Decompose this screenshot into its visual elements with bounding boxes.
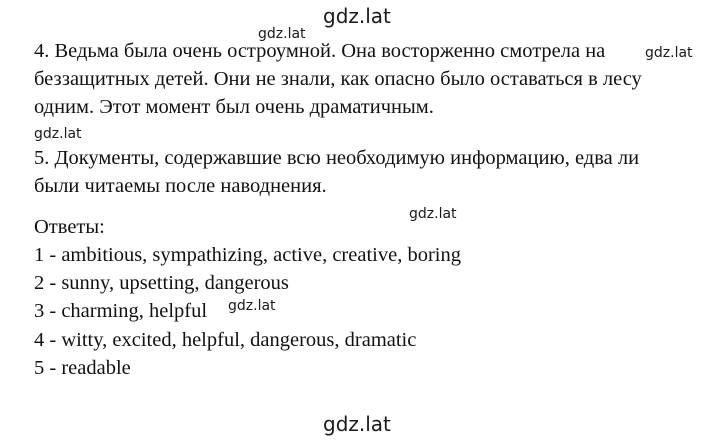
paragraph-4-line-2: беззащитных детей. Они не знали, как опасно было оставаться в лесу bbox=[34, 68, 642, 90]
watermark-bottom: gdz.lat bbox=[323, 412, 391, 436]
paragraph-4-line-1: 4. Ведьма была очень остроумной. Она восторженно смотрела на bbox=[34, 40, 606, 62]
watermark-answers: gdz.lat bbox=[409, 206, 457, 222]
watermark-top: gdz.lat bbox=[323, 4, 391, 28]
watermark-right-line-1: gdz.lat bbox=[645, 45, 693, 61]
watermark-left-gap: gdz.lat bbox=[34, 126, 82, 142]
watermark-near-line-1: gdz.lat bbox=[258, 26, 306, 42]
paragraph-4-line-3: одним. Этот момент был очень драматичным. bbox=[34, 96, 434, 118]
answer-item-2: 2 - sunny, upsetting, dangerous bbox=[34, 272, 289, 294]
paragraph-5-line-2: были читаемы после наводнения. bbox=[34, 175, 327, 197]
answer-item-1: 1 - ambitious, sympathizing, active, creative, boring bbox=[34, 244, 461, 266]
answer-item-3: 3 - charming, helpful bbox=[34, 300, 208, 322]
watermark-answer-3: gdz.lat bbox=[228, 298, 276, 314]
paragraph-5-line-1: 5. Документы, содержавшие всю необходимую информацию, едва ли bbox=[34, 147, 640, 169]
answer-item-4: 4 - witty, excited, helpful, dangerous, dramatic bbox=[34, 329, 417, 351]
answers-heading: Ответы: bbox=[34, 216, 105, 238]
answer-item-5: 5 - readable bbox=[34, 357, 131, 379]
